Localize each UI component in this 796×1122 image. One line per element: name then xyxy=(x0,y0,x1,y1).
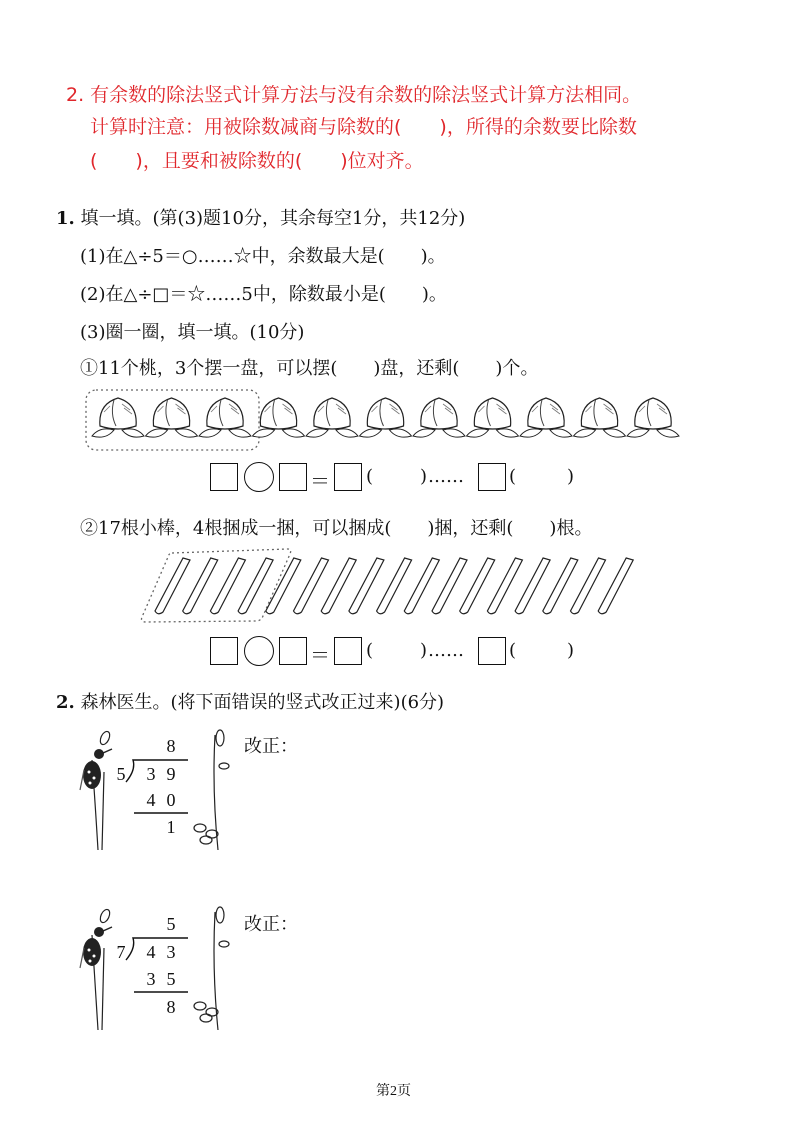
divisor-1: 5 xyxy=(116,764,126,784)
remainder-1: 1 xyxy=(166,817,176,837)
question-2-title: 森林医生。(将下面错误的竖式改正过来)(6分) xyxy=(80,692,445,713)
correction-label-1: 改正： xyxy=(244,736,298,757)
equation-1-dots: …… xyxy=(428,466,464,487)
quotient-1: 8 xyxy=(166,736,176,756)
question-1-number: 1. xyxy=(56,208,75,229)
product-2-tens: 3 xyxy=(146,969,156,989)
equation-2-remainder-unit-open: ( xyxy=(509,640,517,661)
product-1-ones: 0 xyxy=(166,790,176,810)
dividend-2-tens: 4 xyxy=(146,942,156,962)
dividend-1-ones: 9 xyxy=(166,764,176,784)
equation-1-equals: ＝ xyxy=(310,469,330,493)
knowledge-line-3: ( )，且要和被除数的( )位对齐。 xyxy=(90,150,424,172)
question-1-part-1: ①11个桃，3个摆一盘，可以摆( )盘，还剩( )个。 xyxy=(80,358,539,379)
question-2-number: 2. xyxy=(56,692,75,713)
equation-2-dots: …… xyxy=(428,640,464,661)
question-1-sub-3: (3)圈一圈，填一填。(10分) xyxy=(80,322,305,343)
equation-2-remainder-unit-close: ) xyxy=(567,640,575,661)
remainder-2: 8 xyxy=(166,997,176,1017)
question-1-title: 填一填。(第(3)题10分，其余每空1分，共12分) xyxy=(80,208,466,229)
knowledge-line-2: 计算时注意：用被除数减商与除数的( )，所得的余数要比除数 xyxy=(90,116,637,138)
question-1-sub-1: (1)在△÷5＝○……☆中，余数最大是( )。 xyxy=(80,246,446,267)
question-1-sub-2: (2)在△÷□＝☆……5中，除数最小是( )。 xyxy=(80,284,447,305)
equation-2-equals: ＝ xyxy=(310,643,330,667)
divisor-2: 7 xyxy=(116,942,126,962)
page-number: 第2页 xyxy=(376,1084,411,1099)
quotient-2: 5 xyxy=(166,914,176,934)
dividend-2-ones: 3 xyxy=(166,942,176,962)
equation-2-quotient-unit-close: ) xyxy=(420,640,428,661)
dividend-1-tens: 3 xyxy=(146,764,156,784)
question-1-part-2: ②17根小棒，4根捆成一捆，可以捆成( )捆，还剩( )根。 xyxy=(80,518,593,539)
product-1-tens: 4 xyxy=(146,790,156,810)
equation-1-quotient-unit-open: ( xyxy=(366,466,374,487)
equation-1-remainder-unit-close: ) xyxy=(567,466,575,487)
equation-2-quotient-unit-open: ( xyxy=(366,640,374,661)
product-2-ones: 5 xyxy=(166,969,176,989)
knowledge-line-1: 2. 有余数的除法竖式计算方法与没有余数的除法竖式计算方法相同。 xyxy=(66,84,642,106)
equation-1-remainder-unit-open: ( xyxy=(509,466,517,487)
equation-1-quotient-unit-close: ) xyxy=(420,466,428,487)
correction-label-2: 改正： xyxy=(244,914,298,935)
